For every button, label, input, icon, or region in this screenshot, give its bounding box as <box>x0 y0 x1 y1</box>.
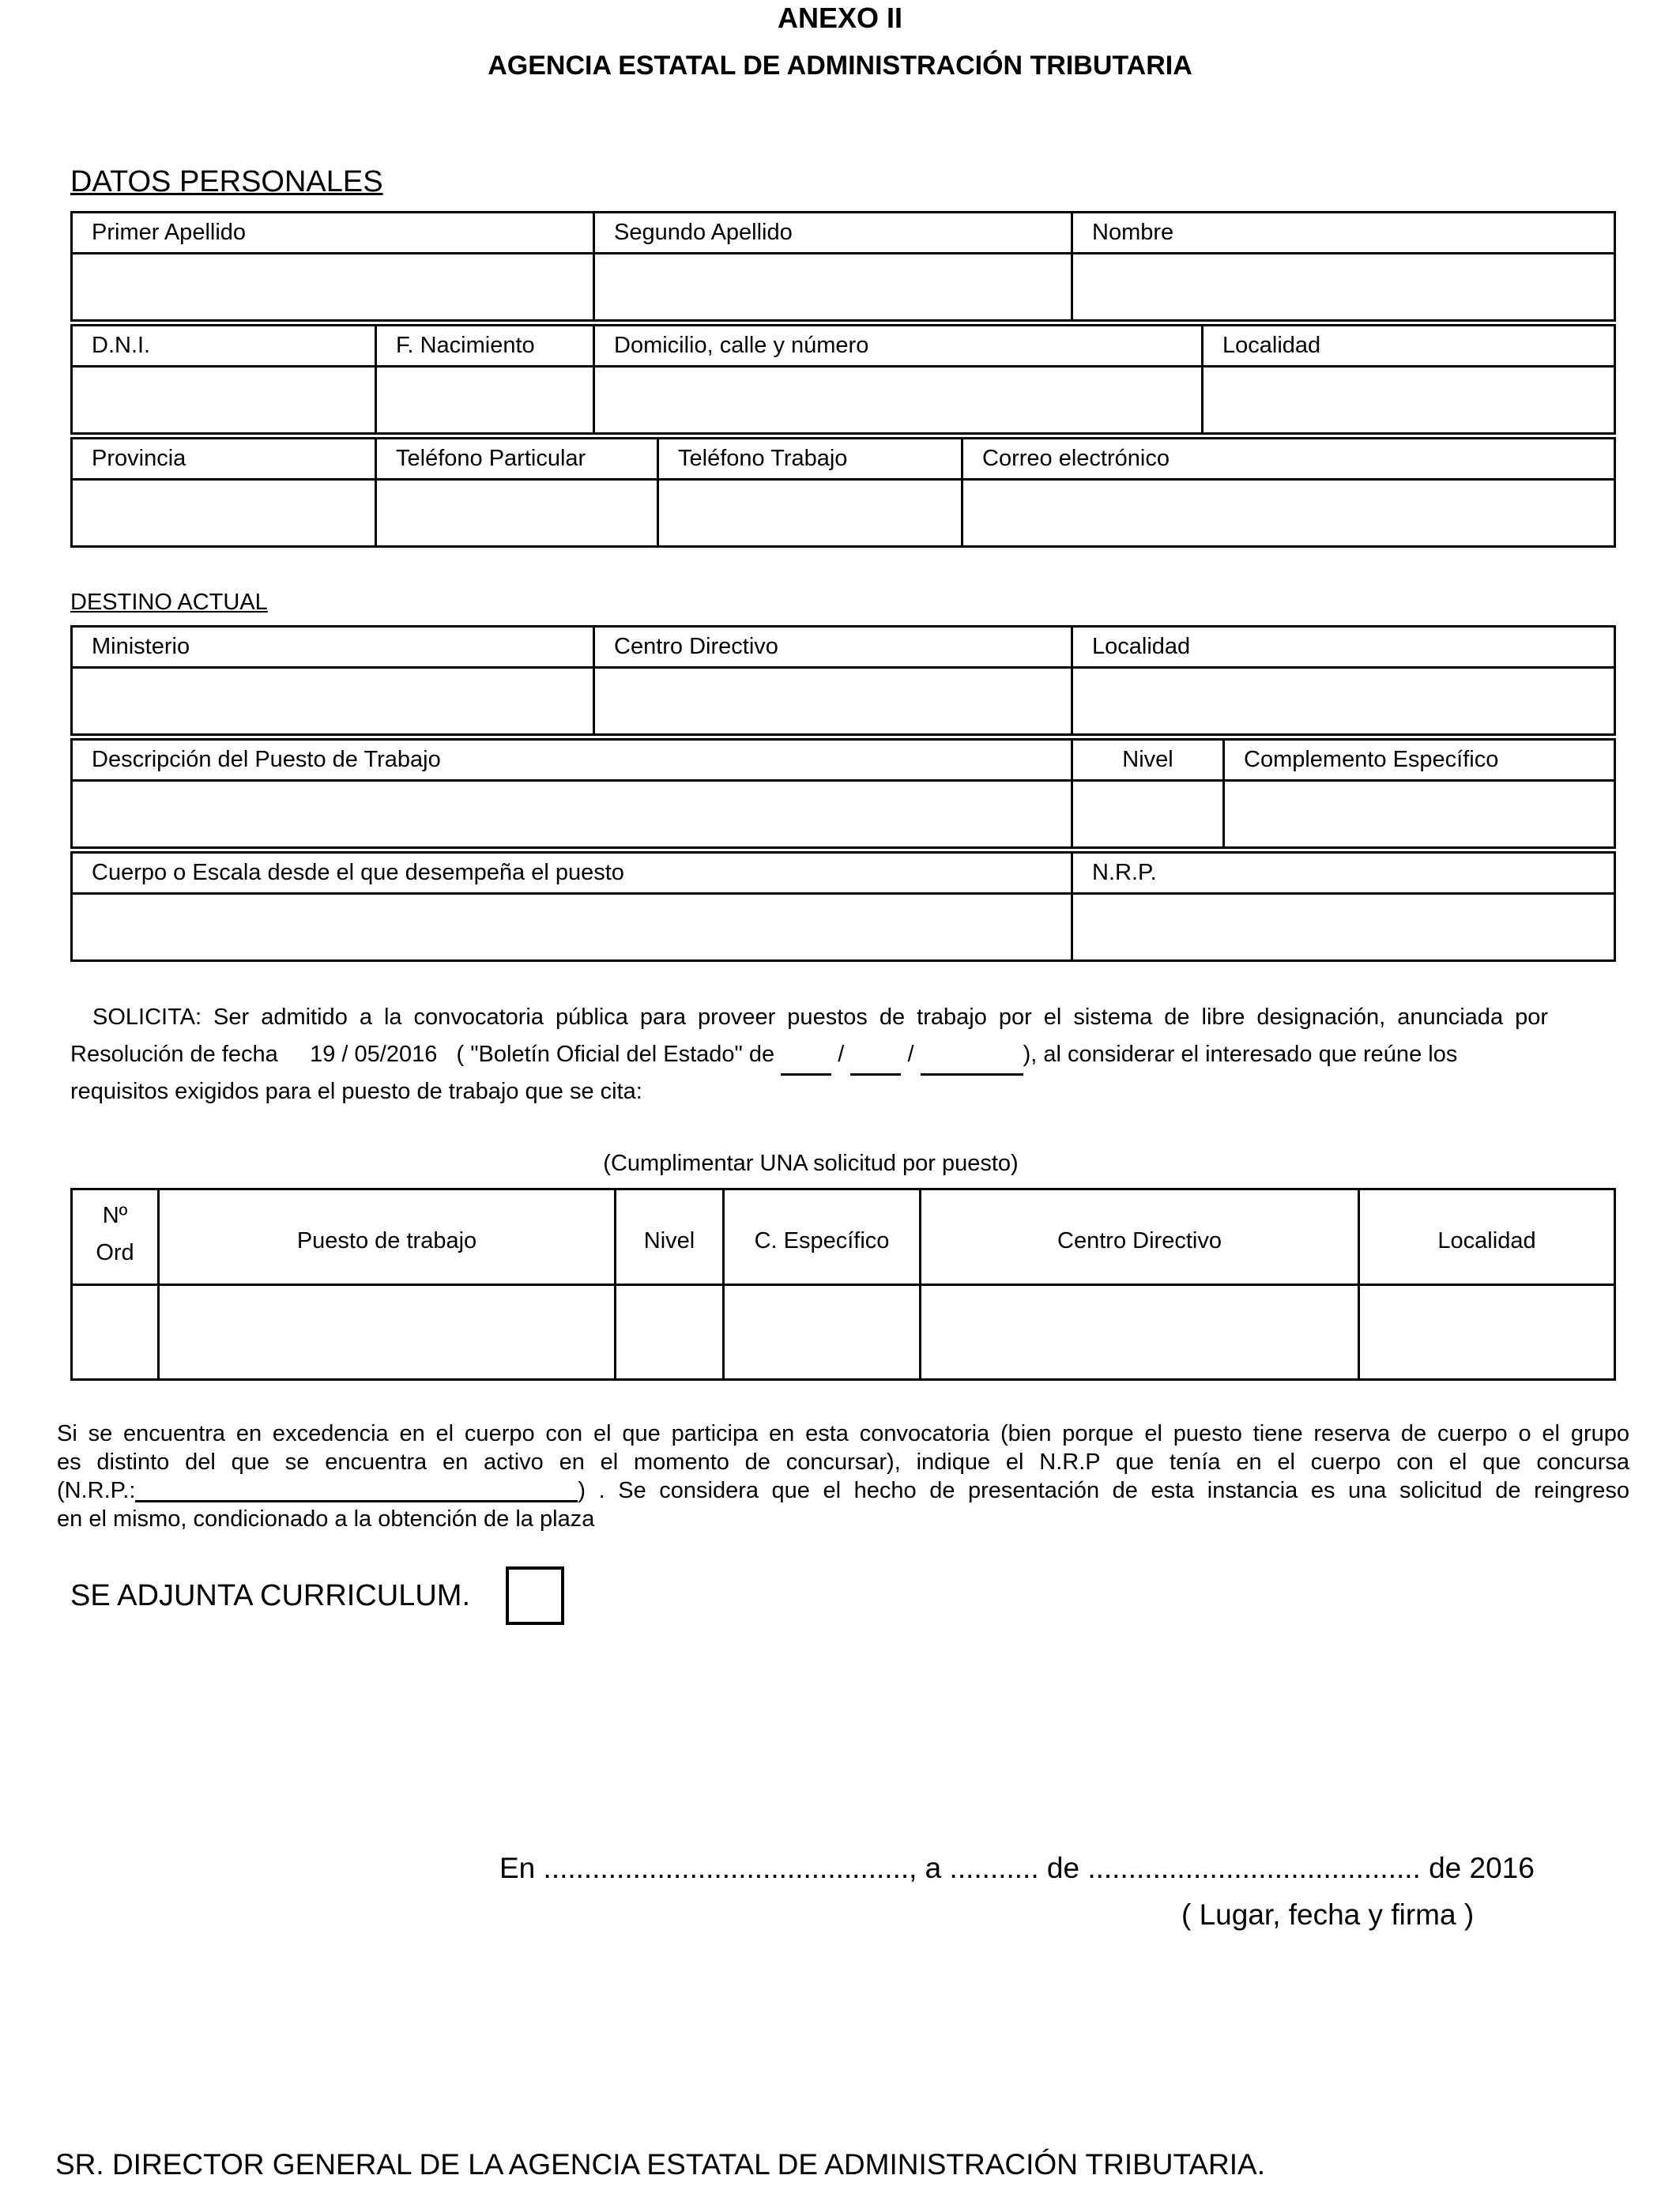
solicita-line-2 <box>70 1036 1548 1076</box>
section-title-datos-personales: DATOS PERSONALES <box>70 165 383 198</box>
header-puesto: Puesto de trabajo <box>159 1189 616 1285</box>
field-centro-directivo[interactable] <box>594 668 1072 735</box>
field-segundo-apellido[interactable] <box>594 254 1072 321</box>
label-segundo-apellido: Segundo Apellido <box>594 213 1072 254</box>
label-telefono-trabajo: Teléfono Trabajo <box>658 439 962 480</box>
cell-centro-directivo[interactable] <box>921 1285 1359 1380</box>
signature-caption: ( Lugar, fecha y firma ) <box>1181 1898 1475 1931</box>
cell-localidad[interactable] <box>1359 1285 1615 1380</box>
label-ministerio: Ministerio <box>72 627 594 668</box>
label-cuerpo-escala: Cuerpo o Escala desde el que desempeña el puesto <box>72 853 1072 894</box>
destino-table-2 <box>70 738 1616 849</box>
field-complemento-especifico[interactable] <box>1224 781 1615 848</box>
agency-title: AGENCIA ESTATAL DE ADMINISTRACIÓN TRIBUTARIA <box>488 51 1192 81</box>
addressee: SR. DIRECTOR GENERAL DE LA AGENCIA ESTATAL DE ADMINISTRACIÓN TRIBUTARIA. <box>55 2148 1266 2181</box>
field-nombre[interactable] <box>1072 254 1615 321</box>
field-ministerio[interactable] <box>72 668 594 735</box>
field-dni[interactable] <box>72 367 376 434</box>
excedencia-line-1: Si se encuentra en excedencia en el cuerpo con el que participa en esta convocatoria (bien porque el puesto tiene reserva de cuerpo o el grupo <box>57 1421 1629 1446</box>
cell-nivel[interactable] <box>616 1285 724 1380</box>
field-localidad[interactable] <box>1203 367 1615 434</box>
datos-personales-table-3 <box>70 437 1616 548</box>
destino-table-1 <box>70 625 1616 736</box>
curriculum-label: SE ADJUNTA CURRICULUM. <box>70 1579 471 1612</box>
datos-personales-table-2 <box>70 324 1616 435</box>
field-localidad-destino[interactable] <box>1072 668 1615 735</box>
field-nivel[interactable] <box>1072 781 1224 848</box>
datos-personales-table-1 <box>70 211 1616 322</box>
label-correo: Correo electrónico <box>962 439 1615 480</box>
signature-line: En ............................................., a ........... de ......................................... de 2016 <box>499 1852 1535 1884</box>
field-domicilio[interactable] <box>594 367 1203 434</box>
label-primer-apellido: Primer Apellido <box>72 213 594 254</box>
label-provincia: Provincia <box>72 439 376 480</box>
puestos-note: (Cumplimentar UNA solicitud por puesto) <box>603 1151 1019 1176</box>
field-telefono-particular[interactable] <box>376 480 658 547</box>
puestos-table <box>70 1188 1616 1381</box>
solicita-line-1: SOLICITA: Ser admitido a la convocatoria pública para proveer puestos de trabajo por el sistema de libre designación, anunciada por <box>92 1005 1548 1030</box>
boe-slash-1: / <box>838 1042 845 1067</box>
solicita-resolucion-label: Resolución de fecha <box>70 1042 278 1067</box>
solicita-considerar-text: ), al considerar el interesado que reúne los <box>1023 1042 1458 1067</box>
header-num-ord <box>72 1189 159 1285</box>
label-descripcion-puesto: Descripción del Puesto de Trabajo <box>72 740 1072 781</box>
field-descripcion-puesto[interactable] <box>72 781 1072 848</box>
curriculum-checkbox[interactable] <box>506 1566 564 1625</box>
excedencia-nrp-label: (N.R.P.: <box>57 1478 136 1503</box>
header-ord: Ord <box>96 1240 134 1265</box>
label-domicilio: Domicilio, calle y número <box>594 326 1203 367</box>
label-nivel: Nivel <box>1072 740 1224 781</box>
header-num: Nº <box>102 1203 128 1228</box>
label-telefono-particular: Teléfono Particular <box>376 439 658 480</box>
annex-title: ANEXO II <box>777 2 903 34</box>
cell-num-ord[interactable] <box>72 1285 159 1380</box>
boe-day-field[interactable] <box>781 1036 831 1076</box>
label-dni: D.N.I. <box>72 326 376 367</box>
excedencia-line-2: es distinto del que se encuentra en activo en el momento de concursar), indique el N.R.P que tenía en el cuerpo con el que concursa <box>57 1449 1629 1475</box>
cell-especifico[interactable] <box>724 1285 921 1380</box>
field-correo[interactable] <box>962 480 1615 547</box>
excedencia-nrp-field[interactable] <box>135 1476 578 1502</box>
label-localidad: Localidad <box>1203 326 1615 367</box>
label-centro-directivo: Centro Directivo <box>594 627 1072 668</box>
label-f-nacimiento: F. Nacimiento <box>376 326 594 367</box>
section-title-destino-actual: DESTINO ACTUAL <box>70 590 268 615</box>
field-primer-apellido[interactable] <box>72 254 594 321</box>
header-especifico: C. Específico <box>724 1189 921 1285</box>
label-nombre: Nombre <box>1072 213 1615 254</box>
field-cuerpo-escala[interactable] <box>72 894 1072 961</box>
solicita-fecha-resolucion: 19 / 05/2016 <box>310 1042 438 1067</box>
header-localidad: Localidad <box>1359 1189 1615 1285</box>
label-complemento-especifico: Complemento Específico <box>1224 740 1615 781</box>
excedencia-line-4: en el mismo, condicionado a la obtención de la plaza <box>57 1506 595 1532</box>
label-localidad-destino: Localidad <box>1072 627 1615 668</box>
header-centro-directivo: Centro Directivo <box>921 1189 1359 1285</box>
label-nrp: N.R.P. <box>1072 853 1615 894</box>
boe-month-field[interactable] <box>850 1036 901 1076</box>
boe-year-field[interactable] <box>921 1036 1023 1076</box>
excedencia-line-3 <box>57 1476 1629 1505</box>
field-provincia[interactable] <box>72 480 376 547</box>
solicita-boe-label: ( "Boletín Oficial del Estado" de <box>456 1042 775 1067</box>
excedencia-reingreso-text: ) . Se considera que el hecho de presentación de esta instancia es una solicitud de reingreso <box>578 1478 1629 1503</box>
solicita-line-3: requisitos exigidos para el puesto de trabajo que se cita: <box>70 1079 642 1104</box>
boe-slash-2: / <box>907 1042 914 1067</box>
destino-table-3 <box>70 851 1616 962</box>
field-nrp[interactable] <box>1072 894 1615 961</box>
header-nivel: Nivel <box>616 1189 724 1285</box>
cell-puesto[interactable] <box>159 1285 616 1380</box>
field-telefono-trabajo[interactable] <box>658 480 962 547</box>
field-f-nacimiento[interactable] <box>376 367 594 434</box>
